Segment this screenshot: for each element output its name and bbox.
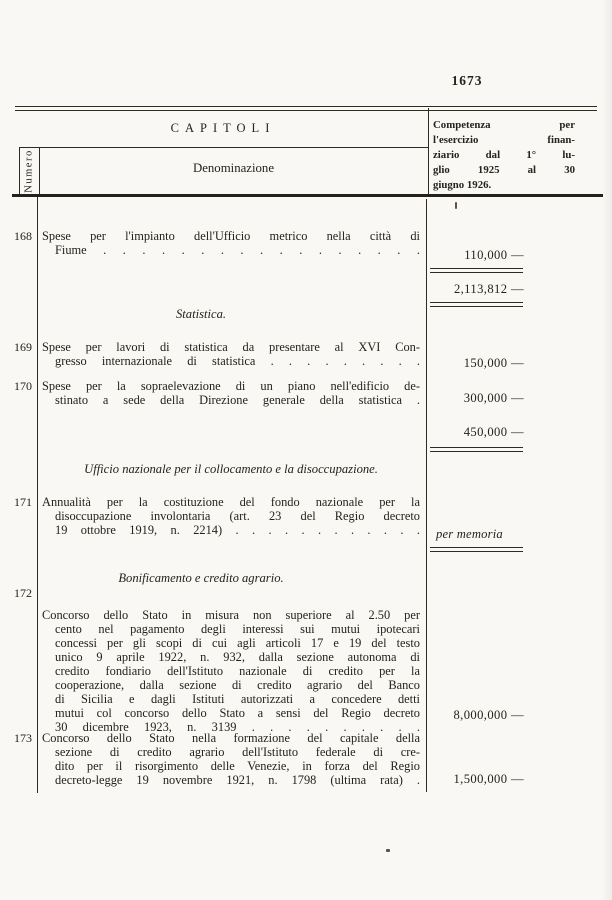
amount-value: 8,000,000 — xyxy=(453,708,524,722)
amount-double-rule xyxy=(430,268,523,273)
amount-value: 1,500,000 — xyxy=(453,772,524,786)
entry-line: cento nel pagamento degli interessi sui mutui ipotecari xyxy=(55,622,420,636)
entry-line: Annualità per la costituzione del fondo nazionale per la xyxy=(42,495,420,509)
chapter-entry-171 xyxy=(42,495,420,537)
numero-cell-left-border xyxy=(19,147,20,195)
amount-value-per-memoria: per memoria xyxy=(436,527,503,541)
competenza-line: glio 1925 al 30 xyxy=(433,164,575,176)
scan-artifact xyxy=(455,202,457,209)
section-heading-ufficio-nazionale: Ufficio nazionale per il collocamento e la disoccupazione. xyxy=(84,462,378,476)
amount-double-rule xyxy=(430,547,523,552)
entry-line: Spese per la sopraelevazione di un piano nell'edificio de- xyxy=(42,379,420,393)
amount-value: 110,000 — xyxy=(464,248,524,262)
chapter-entry-170 xyxy=(42,379,420,407)
competenza-line: Competenza per xyxy=(433,119,575,131)
entry-line: cooperazione, dalla sezione di credito agrario del Banco xyxy=(55,678,420,692)
section-heading-statistica: Statistica. xyxy=(175,307,227,321)
table-top-rule-outer xyxy=(15,106,597,107)
page-edge-shadow xyxy=(602,0,612,900)
chapter-number: 172 xyxy=(14,586,32,600)
chapter-number: 173 xyxy=(14,731,32,745)
numero-column-divider xyxy=(37,197,38,793)
entry-line: credito fondiario dell'Istituto nazionale di credito per la xyxy=(55,664,420,678)
chapter-entry-169 xyxy=(42,340,420,368)
entry-line: di Sicilia e dagli Istituti autorizzati a concedere detti xyxy=(55,692,420,706)
chapter-entry-173 xyxy=(42,731,420,787)
entry-line: dito per il risorgimento delle Venezie, in forza del Regio xyxy=(55,759,420,773)
competenza-line: ziario dal 1° lu- xyxy=(433,149,575,161)
section-heading-bonificamento: Bonificamento e credito agrario. xyxy=(118,571,284,585)
column-header-denominazione: Denominazione xyxy=(192,161,275,175)
entry-line: stinato a sede della Direzione generale della statistica . xyxy=(55,393,420,407)
header-bottom-rule xyxy=(12,194,603,197)
capitoli-underline xyxy=(19,147,428,148)
table-top-rule-inner xyxy=(15,110,597,111)
entry-line: Fiume . . . . . . . . . . . . . . . . . xyxy=(55,243,420,257)
amount-value: 300,000 — xyxy=(463,391,524,405)
amount-double-rule xyxy=(430,447,523,452)
scan-artifact xyxy=(386,849,390,852)
entry-line: sezione di credito agrario dell'Istituto federale di cre- xyxy=(55,745,420,759)
entry-line: Spese per l'impianto dell'Ufficio metrico nella città di xyxy=(42,229,420,243)
chapter-number: 170 xyxy=(14,379,32,393)
entry-line: 19 ottobre 1919, n. 2214) . . . . . . . . . . . . xyxy=(55,523,420,537)
competenza-line: l'esercizio finan- xyxy=(433,134,575,146)
chapter-number: 169 xyxy=(14,340,32,354)
entry-line: Concorso dello Stato nella formazione del capitale della xyxy=(42,731,420,745)
chapter-number: 168 xyxy=(14,229,32,243)
entry-line: disoccupazione involontaria (art. 23 del Regio decreto xyxy=(55,509,420,523)
competenza-line: giugno 1926. xyxy=(433,179,492,191)
page-number: 1673 xyxy=(451,73,483,88)
entry-line: decreto-legge 19 novembre 1921, n. 1798 (ultima rata) . xyxy=(55,773,420,787)
amount-value: 150,000 — xyxy=(463,356,524,370)
entry-line: Spese per lavori di statistica da presentare al XVI Con- xyxy=(42,340,420,354)
entry-line: unico 9 aprile 1922, n. 932, dalla sezione autonoma di xyxy=(55,650,420,664)
column-header-competenza xyxy=(433,118,575,193)
table-header-capitoli: CAPITOLI xyxy=(170,121,276,135)
amount-double-rule xyxy=(430,302,523,307)
column-header-numero: Numero xyxy=(23,149,35,193)
subtotal-value: 2,113,812 — xyxy=(453,282,524,296)
entry-line: Concorso dello Stato in misura non superiore al 2.50 per xyxy=(42,608,420,622)
amount-column-divider-header xyxy=(428,108,429,195)
entry-line: mutui col concorso dello Stato a sensi del Regio decreto xyxy=(55,706,420,720)
chapter-entry-172 xyxy=(42,608,420,734)
entry-line: concessi per gli scopi di cui agli articoli 17 e 19 del testo xyxy=(55,636,420,650)
subtotal-value: 450,000 — xyxy=(463,425,524,439)
entry-line: gresso internazionale di statistica . . . . . . . . . xyxy=(55,354,420,368)
chapter-number: 171 xyxy=(14,495,32,509)
chapter-entry-168 xyxy=(42,229,420,257)
entry-line: 30 dicembre 1923, n. 3139 . . . . . . . . . . xyxy=(55,720,420,734)
